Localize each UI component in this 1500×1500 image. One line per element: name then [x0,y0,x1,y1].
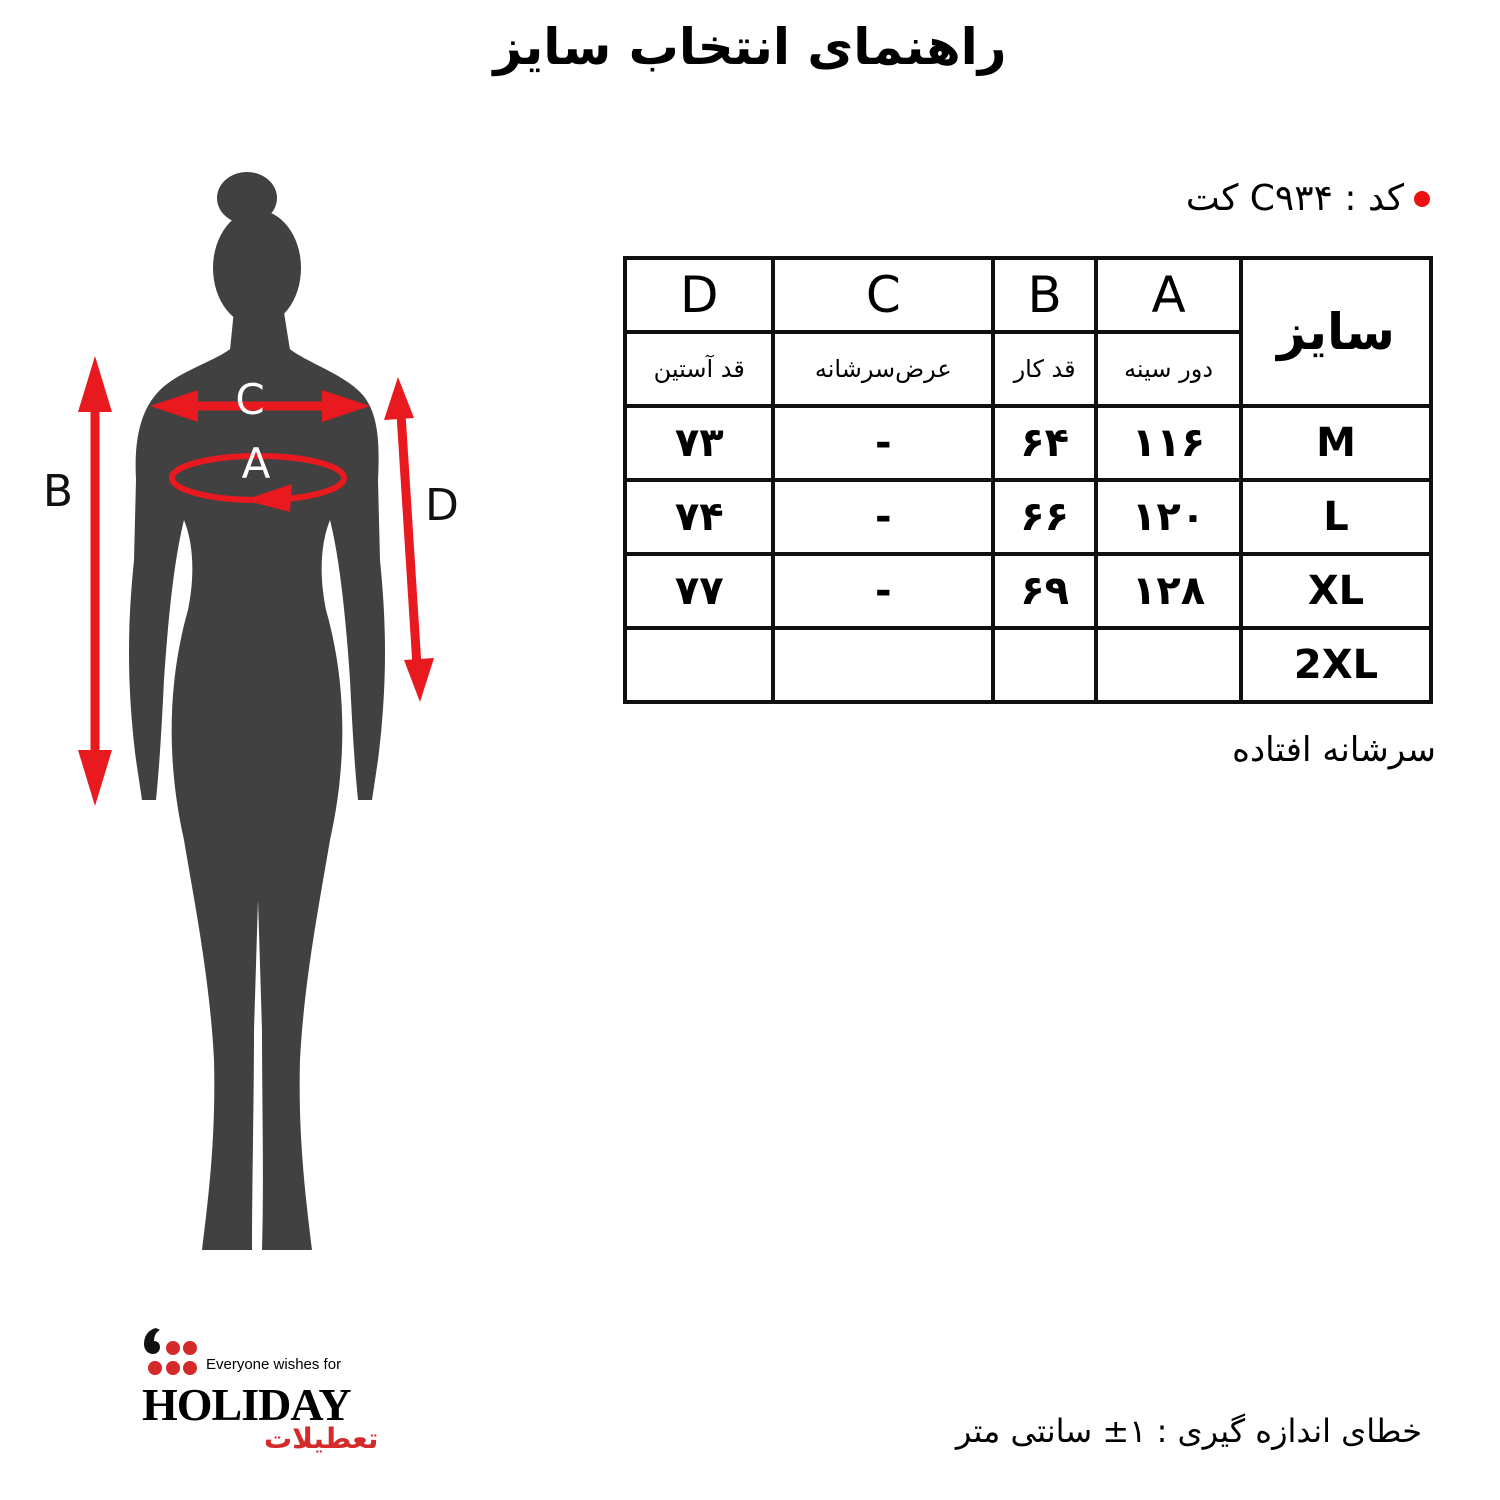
cell-c: - [773,406,993,480]
table-row [625,406,1431,480]
logo-dots-icon [142,1326,208,1376]
size-table [623,256,1433,704]
column-letter-a: A [1096,258,1241,332]
brand-logo [140,1322,390,1462]
cell-size: XL [1241,554,1431,628]
column-letter-d: D [625,258,773,332]
label-d: D [425,480,459,531]
cell-c [773,628,993,702]
column-label-d: قد آستین [625,332,773,406]
cell-a [1096,628,1241,702]
product-code-line [1186,178,1430,219]
cell-b: ۶۴ [993,406,1096,480]
page-title: راهنمای انتخاب سایز [493,18,1007,76]
cell-a: ۱۲۰ [1096,480,1241,554]
table-row [625,628,1431,702]
cell-a: ۱۱۶ [1096,406,1241,480]
cell-c: - [773,480,993,554]
logo-tagline: Everyone wishes for [206,1356,342,1373]
cell-d [625,628,773,702]
cell-b: ۶۶ [993,480,1096,554]
column-letter-c: C [773,258,993,332]
cell-size: 2XL [1241,628,1431,702]
table-header-row [625,258,1431,332]
measurement-error-note: خطای اندازه گیری : ۱± سانتی متر [955,1412,1422,1450]
label-b: B [42,466,74,517]
table-row [625,480,1431,554]
cell-d: ۷۳ [625,406,773,480]
column-letter-b: B [993,258,1096,332]
table-row [625,554,1431,628]
label-c: C [235,375,265,424]
column-label-a: دور سینه [1096,332,1241,406]
label-a: A [241,439,271,488]
product-code: کد : C۹۳۴ کت [1185,178,1404,219]
body-measurement-figure [0,150,520,1270]
female-silhouette [129,172,385,1250]
cell-b [993,628,1096,702]
fit-note: سرشانه افتاده [1232,730,1436,770]
bullet-dot-icon [1414,191,1430,207]
cell-size: L [1241,480,1431,554]
logo-brand-name: HOLIDAY [142,1379,351,1430]
column-label-c: عرض‌سرشانه [773,332,993,406]
cell-c: - [773,554,993,628]
cell-d: ۷۴ [625,480,773,554]
logo-brand-name-fa: تعطیلات [264,1422,379,1455]
cell-size: M [1241,406,1431,480]
cell-d: ۷۷ [625,554,773,628]
size-column-header: سایز [1241,258,1431,406]
column-label-b: قد کار [993,332,1096,406]
cell-b: ۶۹ [993,554,1096,628]
cell-a: ۱۲۸ [1096,554,1241,628]
